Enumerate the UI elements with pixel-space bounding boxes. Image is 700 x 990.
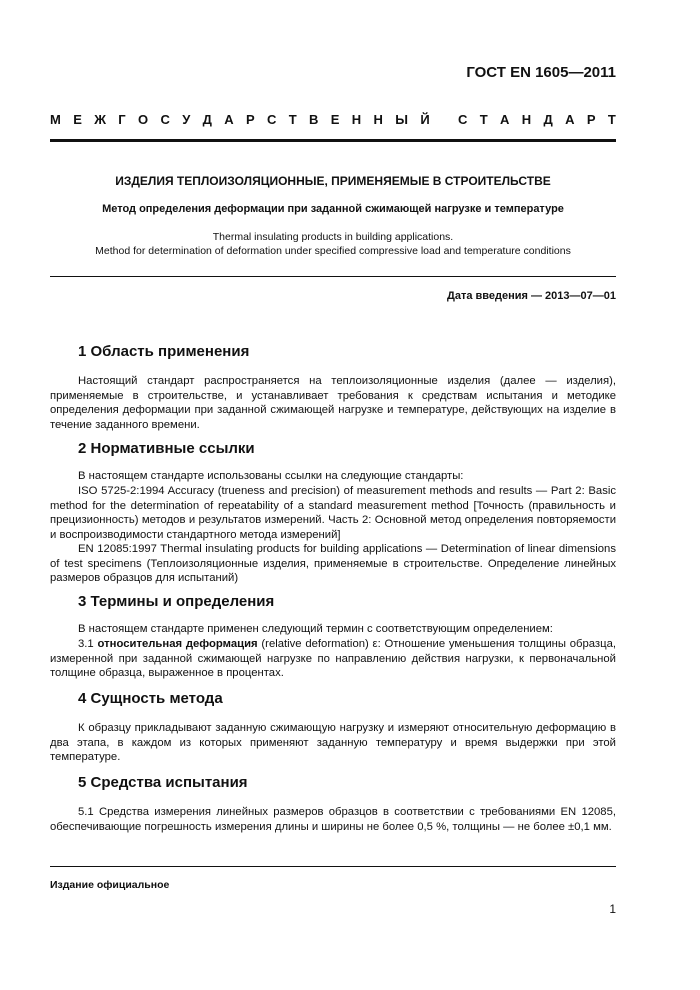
footer-divider [50,866,616,867]
english-title-line-1: Thermal insulating products in building applications. [212,231,454,243]
term-name: относительная деформация [97,638,258,650]
banner-letter: Н [521,112,532,127]
banner-letter: Д [202,112,212,127]
section-4-paragraph [50,721,616,765]
term-number: 3.1 [78,638,94,650]
document-subtitle: Метод определения деформации при заданной сжимающей нагрузке и температуре [102,203,564,215]
english-title [50,230,616,258]
section-5-paragraph [50,805,616,834]
banner-letter: Ы [395,112,408,127]
banner-letter: Д [543,112,553,127]
banner-letter: С [458,112,468,127]
banner-letter: Ж [94,112,106,127]
banner-letter: Т [479,112,488,127]
section-2-intro [50,469,616,484]
banner-letter: А [565,112,575,127]
standard-type-banner [50,112,616,127]
reference-iso-5725-text: ISO 5725-2:1994 Accuracy (trueness and precision) of measurement methods and results — Part 2: Basic method for the determination of repeatability of a standard measurement method [Точность (правильность и прецизионность) методов и результатов измерений. Часть 2: Основной метод определения повторяемости и воспроизводимости стандартного метода измерений] [50,485,616,541]
section-4-text: К образцу прикладывают заданную сжимающую нагрузку и измеряют относительную деформацию в два этапа, в каждом из которых применяют заданную температуру и время выдержки при этой температуре. [50,722,616,763]
section-3-intro [50,622,616,637]
banner-letter: М [50,112,61,127]
english-title-line-2: Method for determination of deformation under specified compressive load and temperature conditions [95,245,571,257]
page-number: 1 [609,902,616,916]
header-divider [50,139,616,142]
section-1-text: Настоящий стандарт распространяется на теплоизоляционные изделия (далее — изделия), применяемые в строительстве, и устанавливает требования к средствам испытания и методике определения деформации при заданной сжимающей нагрузке и температуре, действующих на изделие в течение заданного времени. [50,375,616,431]
section-4-heading: 4 Сущность метода [78,690,223,707]
banner-letter: Н [351,112,362,127]
reference-en-12085 [50,542,616,586]
reference-en-12085-text: EN 12085:1997 Thermal insulating products for building applications — Determination of linear dimensions of test specimens (Теплоизоляционные изделия, применяемые в строительстве. Определение линейных размеров образцов для испытаний) [50,543,616,584]
title-divider [50,276,616,277]
banner-letter: Е [330,112,340,127]
banner-letter: Н [373,112,383,127]
section-3-heading: 3 Термины и определения [78,593,275,610]
term-definition [50,637,616,681]
banner-letter: С [160,112,170,127]
banner-letter: Г [118,112,126,127]
banner-letter [442,112,446,127]
banner-letter: Т [288,112,297,127]
banner-letter: Т [607,112,616,127]
banner-letter: У [182,112,191,127]
reference-iso-5725 [50,484,616,542]
section-5-text: 5.1 Средства измерения линейных размеров образцов в соответствии с требованиями EN 12085, обеспечивающие погрешность измерения длины и ширины не более 0,5 %, толщины — не более ±0,1 мм. [50,806,616,833]
banner-letter: С [267,112,277,127]
official-edition-label: Издание официальное [50,879,170,891]
banner-letter: О [138,112,149,127]
document-code: ГОСТ EN 1605—2011 [466,64,616,81]
term-definition-text: (relative deformation) ε: Отношение уменьшения толщины образца, измеренной при заданной сжимающей нагрузке по направлению действия нагрузки, к первоначальной толщине образца, выраженное в процентах. [50,638,617,679]
section-2-intro-text: В настоящем стандарте использованы ссылки на следующие стандарты: [78,470,464,482]
section-3-intro-text: В настоящем стандарте применен следующий термин с соответствующим определением: [78,623,553,635]
banner-letter: Й [420,112,430,127]
banner-letter: Р [246,112,255,127]
section-2-heading: 2 Нормативные ссылки [78,440,255,457]
section-1-heading: 1 Область применения [78,343,250,360]
banner-letter: А [500,112,510,127]
banner-letter: А [224,112,234,127]
introduction-date: Дата введения — 2013—07—01 [447,290,616,302]
banner-letter: Е [73,112,82,127]
banner-letter: Р [586,112,596,127]
section-1-paragraph [50,374,616,432]
section-5-heading: 5 Средства испытания [78,774,248,791]
document-title: ИЗДЕЛИЯ ТЕПЛОИЗОЛЯЦИОННЫЕ, ПРИМЕНЯЕМЫЕ В СТРОИТЕЛЬСТВЕ [115,174,551,188]
banner-letter: В [309,112,319,127]
